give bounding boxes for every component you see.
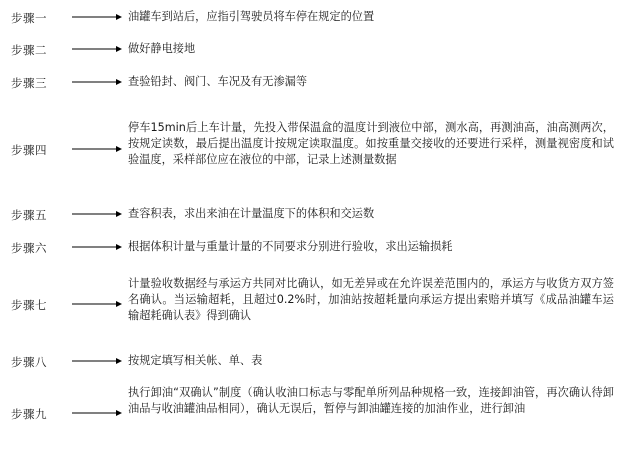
step-text: 按规定填写相关帐、单、表	[128, 354, 263, 367]
arrow-icon	[72, 300, 122, 308]
step-label: 步骤三	[11, 76, 47, 90]
arrow-icon	[72, 78, 122, 86]
step-label: 步骤七	[11, 298, 47, 312]
step-text: 查验铅封、阀门、车况及有无渗漏等	[128, 75, 308, 88]
arrow-icon	[72, 409, 122, 417]
step-label: 步骤一	[11, 11, 47, 25]
arrow-icon	[72, 45, 122, 53]
step-text: 执行卸油“双确认”制度（确认收油口标志与零配单所列品种规格一致，连接卸油管，再次确认待卸油品与收油罐油品相同），确认无误后，暂停与卸油罐连接的加油作业，进行卸油	[128, 386, 614, 415]
arrow-icon	[72, 145, 122, 153]
step-text: 根据体积计量与重量计量的不同要求分别进行验收，求出运输损耗	[128, 240, 453, 253]
step-text: 停车15min后上车计量，先投入带保温盒的温度计到液位中部，测水高，再测油高，油高测两次，按规定读数，最后提出温度计按规定读取温度。如按重量交接收的还要进行采样，测量视密度和试验温度，采样部位应在液位的中部，记录上述测量数据	[128, 121, 614, 166]
step-label: 步骤八	[11, 355, 47, 369]
arrow-icon	[72, 243, 122, 251]
step-text: 油罐车到站后，应指引驾驶员将车停在规定的位置	[128, 10, 375, 23]
step-label: 步骤九	[11, 407, 47, 421]
arrow-icon	[72, 210, 122, 218]
step-label: 步骤四	[11, 143, 47, 157]
step-label: 步骤二	[11, 43, 47, 57]
step-text: 查容积表，求出来油在计量温度下的体积和交运数	[128, 207, 375, 220]
step-text: 做好静电接地	[128, 42, 196, 55]
arrow-icon	[72, 357, 122, 365]
step-label: 步骤五	[11, 208, 47, 222]
step-text: 计量验收数据经与承运方共同对比确认，如无差异或在允许误差范围内的，承运方与收货方双方签名确认。当运输超耗，且超过0.2%时，加油站按超耗量向承运方提出索赔并填写《成品油罐车运输超耗确认表》得到确认	[128, 277, 614, 322]
step-label: 步骤六	[11, 241, 47, 255]
arrow-icon	[72, 13, 122, 21]
